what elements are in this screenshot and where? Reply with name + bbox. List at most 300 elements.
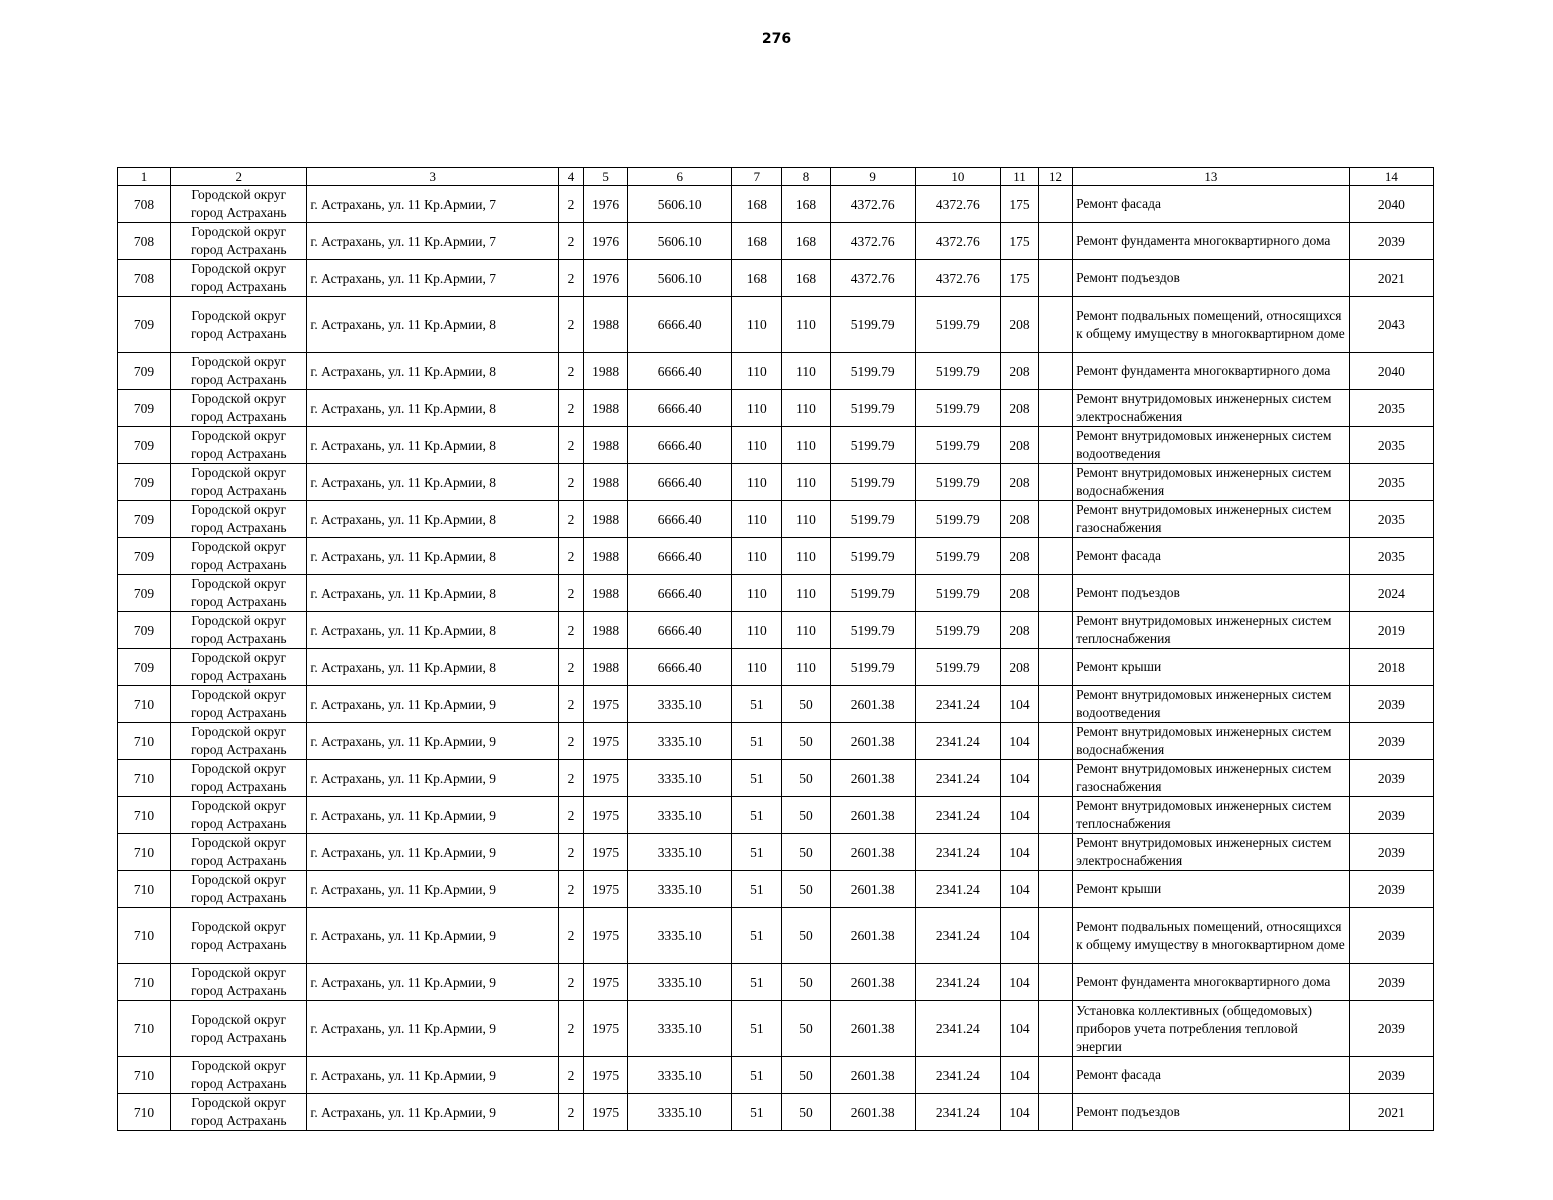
cell-work: Ремонт внутридомовых инженерных систем водоснабжения [1073,464,1350,501]
cell-col4: 2 [558,575,583,612]
cell-municipality: Городской округ город Астрахань [171,834,307,871]
cell-year: 1975 [584,723,628,760]
cell-col11: 208 [1000,612,1038,649]
cell-plan-year: 2035 [1349,538,1433,575]
cell-address: г. Астрахань, ул. 11 Кр.Армии, 7 [307,223,559,260]
cell-municipality: Городской округ город Астрахань [171,871,307,908]
cell-col4: 2 [558,297,583,353]
cell-col7: 110 [732,353,782,390]
cell-address: г. Астрахань, ул. 11 Кр.Армии, 9 [307,964,559,1001]
cell-col8: 50 [782,723,830,760]
cell-col6: 5606.10 [628,260,732,297]
cell-municipality: Городской округ город Астрахань [171,353,307,390]
cell-col7: 110 [732,501,782,538]
cell-col4: 2 [558,649,583,686]
cell-col4: 2 [558,538,583,575]
cell-year: 1988 [584,612,628,649]
cell-id: 709 [118,297,171,353]
cell-col8: 50 [782,964,830,1001]
cell-id: 709 [118,427,171,464]
cell-col7: 51 [732,871,782,908]
cell-col7: 51 [732,1057,782,1094]
cell-col9: 5199.79 [830,427,915,464]
cell-col9: 2601.38 [830,723,915,760]
table-row [118,1094,1434,1131]
table-header [118,168,1434,186]
cell-col11: 208 [1000,501,1038,538]
cell-col8: 50 [782,834,830,871]
cell-col4: 2 [558,186,583,223]
cell-col6: 6666.40 [628,501,732,538]
cell-municipality: Городской округ город Астрахань [171,1057,307,1094]
cell-col4: 2 [558,723,583,760]
table-row [118,223,1434,260]
cell-col11: 104 [1000,1001,1038,1057]
cell-address: г. Астрахань, ул. 11 Кр.Армии, 9 [307,797,559,834]
table-row [118,538,1434,575]
cell-year: 1976 [584,260,628,297]
table-row [118,723,1434,760]
cell-col12 [1039,760,1073,797]
cell-col4: 2 [558,1057,583,1094]
cell-col8: 110 [782,390,830,427]
cell-plan-year: 2021 [1349,260,1433,297]
cell-plan-year: 2040 [1349,353,1433,390]
cell-col11: 208 [1000,649,1038,686]
cell-id: 710 [118,723,171,760]
header-row [118,168,1434,186]
cell-col4: 2 [558,908,583,964]
cell-col12 [1039,260,1073,297]
cell-plan-year: 2035 [1349,501,1433,538]
cell-plan-year: 2039 [1349,760,1433,797]
cell-col12 [1039,297,1073,353]
cell-plan-year: 2039 [1349,834,1433,871]
cell-col4: 2 [558,464,583,501]
table-row [118,464,1434,501]
cell-col6: 3335.10 [628,1057,732,1094]
cell-col9: 2601.38 [830,797,915,834]
cell-id: 709 [118,612,171,649]
column-header-5: 5 [584,168,628,186]
cell-col6: 3335.10 [628,760,732,797]
cell-id: 709 [118,464,171,501]
cell-col10: 2341.24 [915,1001,1000,1057]
table-row [118,186,1434,223]
cell-col11: 104 [1000,760,1038,797]
cell-col8: 110 [782,427,830,464]
cell-col10: 5199.79 [915,353,1000,390]
table-row [118,649,1434,686]
cell-col6: 3335.10 [628,834,732,871]
cell-col11: 208 [1000,538,1038,575]
cell-col6: 3335.10 [628,908,732,964]
cell-municipality: Городской округ город Астрахань [171,612,307,649]
cell-address: г. Астрахань, ул. 11 Кр.Армии, 8 [307,390,559,427]
cell-col4: 2 [558,223,583,260]
cell-id: 708 [118,260,171,297]
cell-col6: 5606.10 [628,186,732,223]
cell-col12 [1039,353,1073,390]
cell-col11: 104 [1000,908,1038,964]
cell-work: Ремонт фундамента многоквартирного дома [1073,223,1350,260]
cell-col9: 2601.38 [830,1094,915,1131]
cell-work: Ремонт внутридомовых инженерных систем электроснабжения [1073,834,1350,871]
cell-col11: 208 [1000,297,1038,353]
cell-municipality: Городской округ город Астрахань [171,260,307,297]
column-header-1: 1 [118,168,171,186]
cell-col6: 6666.40 [628,612,732,649]
cell-col11: 104 [1000,686,1038,723]
cell-work: Ремонт подвальных помещений, относящихся к общему имуществу в многоквартирном доме [1073,908,1350,964]
column-header-8: 8 [782,168,830,186]
cell-col7: 168 [732,223,782,260]
cell-col9: 5199.79 [830,538,915,575]
cell-col11: 104 [1000,723,1038,760]
cell-col9: 4372.76 [830,260,915,297]
cell-id: 708 [118,186,171,223]
cell-col6: 3335.10 [628,871,732,908]
cell-col6: 3335.10 [628,723,732,760]
capital-repair-table [117,167,1434,1131]
table-row [118,390,1434,427]
cell-col8: 50 [782,686,830,723]
cell-year: 1988 [584,575,628,612]
cell-municipality: Городской округ город Астрахань [171,538,307,575]
cell-col12 [1039,501,1073,538]
cell-col8: 168 [782,223,830,260]
cell-id: 710 [118,1094,171,1131]
cell-plan-year: 2035 [1349,464,1433,501]
cell-col11: 104 [1000,964,1038,1001]
cell-col10: 2341.24 [915,871,1000,908]
cell-col7: 110 [732,297,782,353]
cell-year: 1976 [584,186,628,223]
table-row [118,908,1434,964]
cell-col9: 2601.38 [830,686,915,723]
cell-col6: 3335.10 [628,1001,732,1057]
cell-address: г. Астрахань, ул. 11 Кр.Армии, 9 [307,1001,559,1057]
cell-municipality: Городской округ город Астрахань [171,1094,307,1131]
cell-col10: 2341.24 [915,686,1000,723]
cell-col6: 6666.40 [628,538,732,575]
cell-address: г. Астрахань, ул. 11 Кр.Армии, 9 [307,908,559,964]
cell-work: Ремонт внутридомовых инженерных систем теплоснабжения [1073,612,1350,649]
cell-work: Установка коллективных (общедомовых) приборов учета потребления тепловой энергии [1073,1001,1350,1057]
cell-col8: 50 [782,1001,830,1057]
cell-year: 1975 [584,834,628,871]
cell-col9: 5199.79 [830,464,915,501]
cell-plan-year: 2039 [1349,964,1433,1001]
cell-col9: 5199.79 [830,297,915,353]
cell-year: 1988 [584,538,628,575]
cell-col9: 2601.38 [830,908,915,964]
cell-col11: 208 [1000,464,1038,501]
cell-col7: 51 [732,760,782,797]
cell-address: г. Астрахань, ул. 11 Кр.Армии, 8 [307,464,559,501]
cell-col4: 2 [558,760,583,797]
cell-col11: 208 [1000,427,1038,464]
cell-work: Ремонт фундамента многоквартирного дома [1073,964,1350,1001]
cell-col6: 3335.10 [628,797,732,834]
cell-col7: 110 [732,464,782,501]
cell-plan-year: 2039 [1349,1057,1433,1094]
cell-work: Ремонт фундамента многоквартирного дома [1073,353,1350,390]
cell-col12 [1039,871,1073,908]
cell-municipality: Городской округ город Астрахань [171,297,307,353]
table-row [118,760,1434,797]
cell-col12 [1039,797,1073,834]
cell-plan-year: 2039 [1349,797,1433,834]
cell-col4: 2 [558,427,583,464]
cell-col4: 2 [558,1001,583,1057]
cell-col6: 6666.40 [628,427,732,464]
cell-col12 [1039,575,1073,612]
cell-col6: 6666.40 [628,297,732,353]
cell-year: 1988 [584,464,628,501]
column-header-2: 2 [171,168,307,186]
cell-id: 708 [118,223,171,260]
cell-col10: 2341.24 [915,834,1000,871]
column-header-3: 3 [307,168,559,186]
cell-col7: 51 [732,1094,782,1131]
cell-col6: 3335.10 [628,964,732,1001]
cell-year: 1988 [584,353,628,390]
cell-col10: 5199.79 [915,575,1000,612]
cell-col4: 2 [558,871,583,908]
table-row [118,297,1434,353]
cell-col10: 5199.79 [915,612,1000,649]
cell-col7: 110 [732,427,782,464]
cell-col12 [1039,964,1073,1001]
cell-col12 [1039,223,1073,260]
cell-col12 [1039,1057,1073,1094]
cell-col10: 4372.76 [915,223,1000,260]
cell-col7: 168 [732,260,782,297]
cell-col12 [1039,649,1073,686]
cell-col6: 6666.40 [628,390,732,427]
cell-address: г. Астрахань, ул. 11 Кр.Армии, 9 [307,1057,559,1094]
cell-col6: 6666.40 [628,575,732,612]
cell-id: 710 [118,686,171,723]
cell-col9: 5199.79 [830,390,915,427]
cell-col12 [1039,834,1073,871]
cell-year: 1975 [584,1001,628,1057]
cell-year: 1975 [584,871,628,908]
cell-col12 [1039,612,1073,649]
cell-col7: 51 [732,834,782,871]
cell-municipality: Городской округ город Астрахань [171,390,307,427]
cell-id: 710 [118,1001,171,1057]
cell-municipality: Городской округ город Астрахань [171,464,307,501]
cell-col11: 208 [1000,353,1038,390]
cell-year: 1975 [584,1057,628,1094]
cell-col12 [1039,186,1073,223]
cell-address: г. Астрахань, ул. 11 Кр.Армии, 8 [307,538,559,575]
cell-work: Ремонт внутридомовых инженерных систем водоотведения [1073,686,1350,723]
cell-col4: 2 [558,964,583,1001]
cell-year: 1988 [584,649,628,686]
cell-work: Ремонт внутридомовых инженерных систем газоснабжения [1073,501,1350,538]
cell-col9: 2601.38 [830,1057,915,1094]
cell-work: Ремонт фасада [1073,186,1350,223]
page-number: 276 [761,31,792,47]
cell-year: 1975 [584,686,628,723]
cell-col7: 110 [732,649,782,686]
cell-plan-year: 2040 [1349,186,1433,223]
cell-id: 710 [118,871,171,908]
cell-col10: 2341.24 [915,964,1000,1001]
cell-plan-year: 2018 [1349,649,1433,686]
cell-work: Ремонт внутридомовых инженерных систем газоснабжения [1073,760,1350,797]
cell-plan-year: 2043 [1349,297,1433,353]
cell-address: г. Астрахань, ул. 11 Кр.Армии, 8 [307,427,559,464]
cell-address: г. Астрахань, ул. 11 Кр.Армии, 9 [307,686,559,723]
cell-year: 1975 [584,908,628,964]
cell-col10: 2341.24 [915,760,1000,797]
cell-municipality: Городской округ город Астрахань [171,760,307,797]
cell-col11: 175 [1000,260,1038,297]
cell-col8: 110 [782,501,830,538]
cell-year: 1975 [584,760,628,797]
cell-col10: 5199.79 [915,390,1000,427]
cell-col9: 2601.38 [830,760,915,797]
cell-id: 710 [118,760,171,797]
cell-col8: 110 [782,612,830,649]
cell-col11: 104 [1000,1094,1038,1131]
table-row [118,260,1434,297]
table-row [118,427,1434,464]
cell-col6: 3335.10 [628,1094,732,1131]
cell-id: 709 [118,390,171,427]
cell-address: г. Астрахань, ул. 11 Кр.Армии, 9 [307,834,559,871]
cell-address: г. Астрахань, ул. 11 Кр.Армии, 9 [307,723,559,760]
cell-col9: 5199.79 [830,353,915,390]
cell-col7: 110 [732,538,782,575]
cell-municipality: Городской округ город Астрахань [171,427,307,464]
cell-plan-year: 2019 [1349,612,1433,649]
cell-col10: 4372.76 [915,186,1000,223]
cell-col12 [1039,1001,1073,1057]
cell-col11: 104 [1000,834,1038,871]
cell-year: 1988 [584,390,628,427]
cell-work: Ремонт внутридомовых инженерных систем теплоснабжения [1073,797,1350,834]
cell-col8: 168 [782,260,830,297]
cell-col4: 2 [558,501,583,538]
cell-col6: 3335.10 [628,686,732,723]
cell-col7: 110 [732,612,782,649]
cell-work: Ремонт внутридомовых инженерных систем водоотведения [1073,427,1350,464]
cell-col8: 50 [782,908,830,964]
cell-work: Ремонт фасада [1073,1057,1350,1094]
cell-col9: 2601.38 [830,1001,915,1057]
cell-col8: 110 [782,575,830,612]
cell-col4: 2 [558,353,583,390]
cell-col9: 4372.76 [830,223,915,260]
cell-id: 710 [118,908,171,964]
cell-col4: 2 [558,797,583,834]
cell-col12 [1039,686,1073,723]
cell-col7: 51 [732,686,782,723]
column-header-7: 7 [732,168,782,186]
cell-col12 [1039,1094,1073,1131]
table-body [118,186,1434,1131]
cell-col10: 5199.79 [915,501,1000,538]
cell-address: г. Астрахань, ул. 11 Кр.Армии, 7 [307,186,559,223]
cell-address: г. Астрахань, ул. 11 Кр.Армии, 9 [307,871,559,908]
cell-work: Ремонт подъездов [1073,1094,1350,1131]
cell-col10: 2341.24 [915,723,1000,760]
cell-id: 710 [118,1057,171,1094]
cell-col8: 50 [782,760,830,797]
table-row [118,1001,1434,1057]
cell-col6: 6666.40 [628,353,732,390]
cell-col8: 50 [782,797,830,834]
cell-municipality: Городской округ город Астрахань [171,723,307,760]
cell-address: г. Астрахань, ул. 11 Кр.Армии, 8 [307,501,559,538]
cell-col11: 175 [1000,186,1038,223]
cell-municipality: Городской округ город Астрахань [171,797,307,834]
cell-plan-year: 2035 [1349,390,1433,427]
cell-col10: 2341.24 [915,1057,1000,1094]
cell-address: г. Астрахань, ул. 11 Кр.Армии, 8 [307,649,559,686]
cell-col4: 2 [558,1094,583,1131]
cell-municipality: Городской округ город Астрахань [171,1001,307,1057]
cell-plan-year: 2024 [1349,575,1433,612]
cell-year: 1988 [584,427,628,464]
cell-municipality: Городской округ город Астрахань [171,223,307,260]
cell-col11: 104 [1000,797,1038,834]
cell-address: г. Астрахань, ул. 11 Кр.Армии, 8 [307,612,559,649]
cell-col7: 110 [732,575,782,612]
cell-col7: 51 [732,1001,782,1057]
cell-year: 1988 [584,297,628,353]
cell-col11: 104 [1000,871,1038,908]
cell-plan-year: 2039 [1349,1001,1433,1057]
table-row [118,964,1434,1001]
cell-address: г. Астрахань, ул. 11 Кр.Армии, 9 [307,1094,559,1131]
cell-col11: 208 [1000,575,1038,612]
cell-year: 1976 [584,223,628,260]
column-header-14: 14 [1349,168,1433,186]
cell-col6: 5606.10 [628,223,732,260]
table-row [118,501,1434,538]
cell-municipality: Городской округ город Астрахань [171,186,307,223]
cell-col7: 51 [732,797,782,834]
cell-id: 709 [118,538,171,575]
cell-address: г. Астрахань, ул. 11 Кр.Армии, 8 [307,575,559,612]
cell-col6: 6666.40 [628,464,732,501]
cell-col12 [1039,538,1073,575]
cell-col8: 110 [782,353,830,390]
cell-col9: 5199.79 [830,649,915,686]
table-row [118,1057,1434,1094]
cell-col9: 5199.79 [830,612,915,649]
table-row [118,575,1434,612]
cell-municipality: Городской округ город Астрахань [171,686,307,723]
cell-col7: 51 [732,908,782,964]
cell-municipality: Городской округ город Астрахань [171,575,307,612]
cell-col12 [1039,427,1073,464]
cell-col9: 2601.38 [830,871,915,908]
cell-id: 710 [118,797,171,834]
cell-col8: 110 [782,538,830,575]
cell-id: 709 [118,649,171,686]
cell-plan-year: 2039 [1349,871,1433,908]
cell-col8: 110 [782,297,830,353]
cell-id: 709 [118,501,171,538]
column-header-6: 6 [628,168,732,186]
